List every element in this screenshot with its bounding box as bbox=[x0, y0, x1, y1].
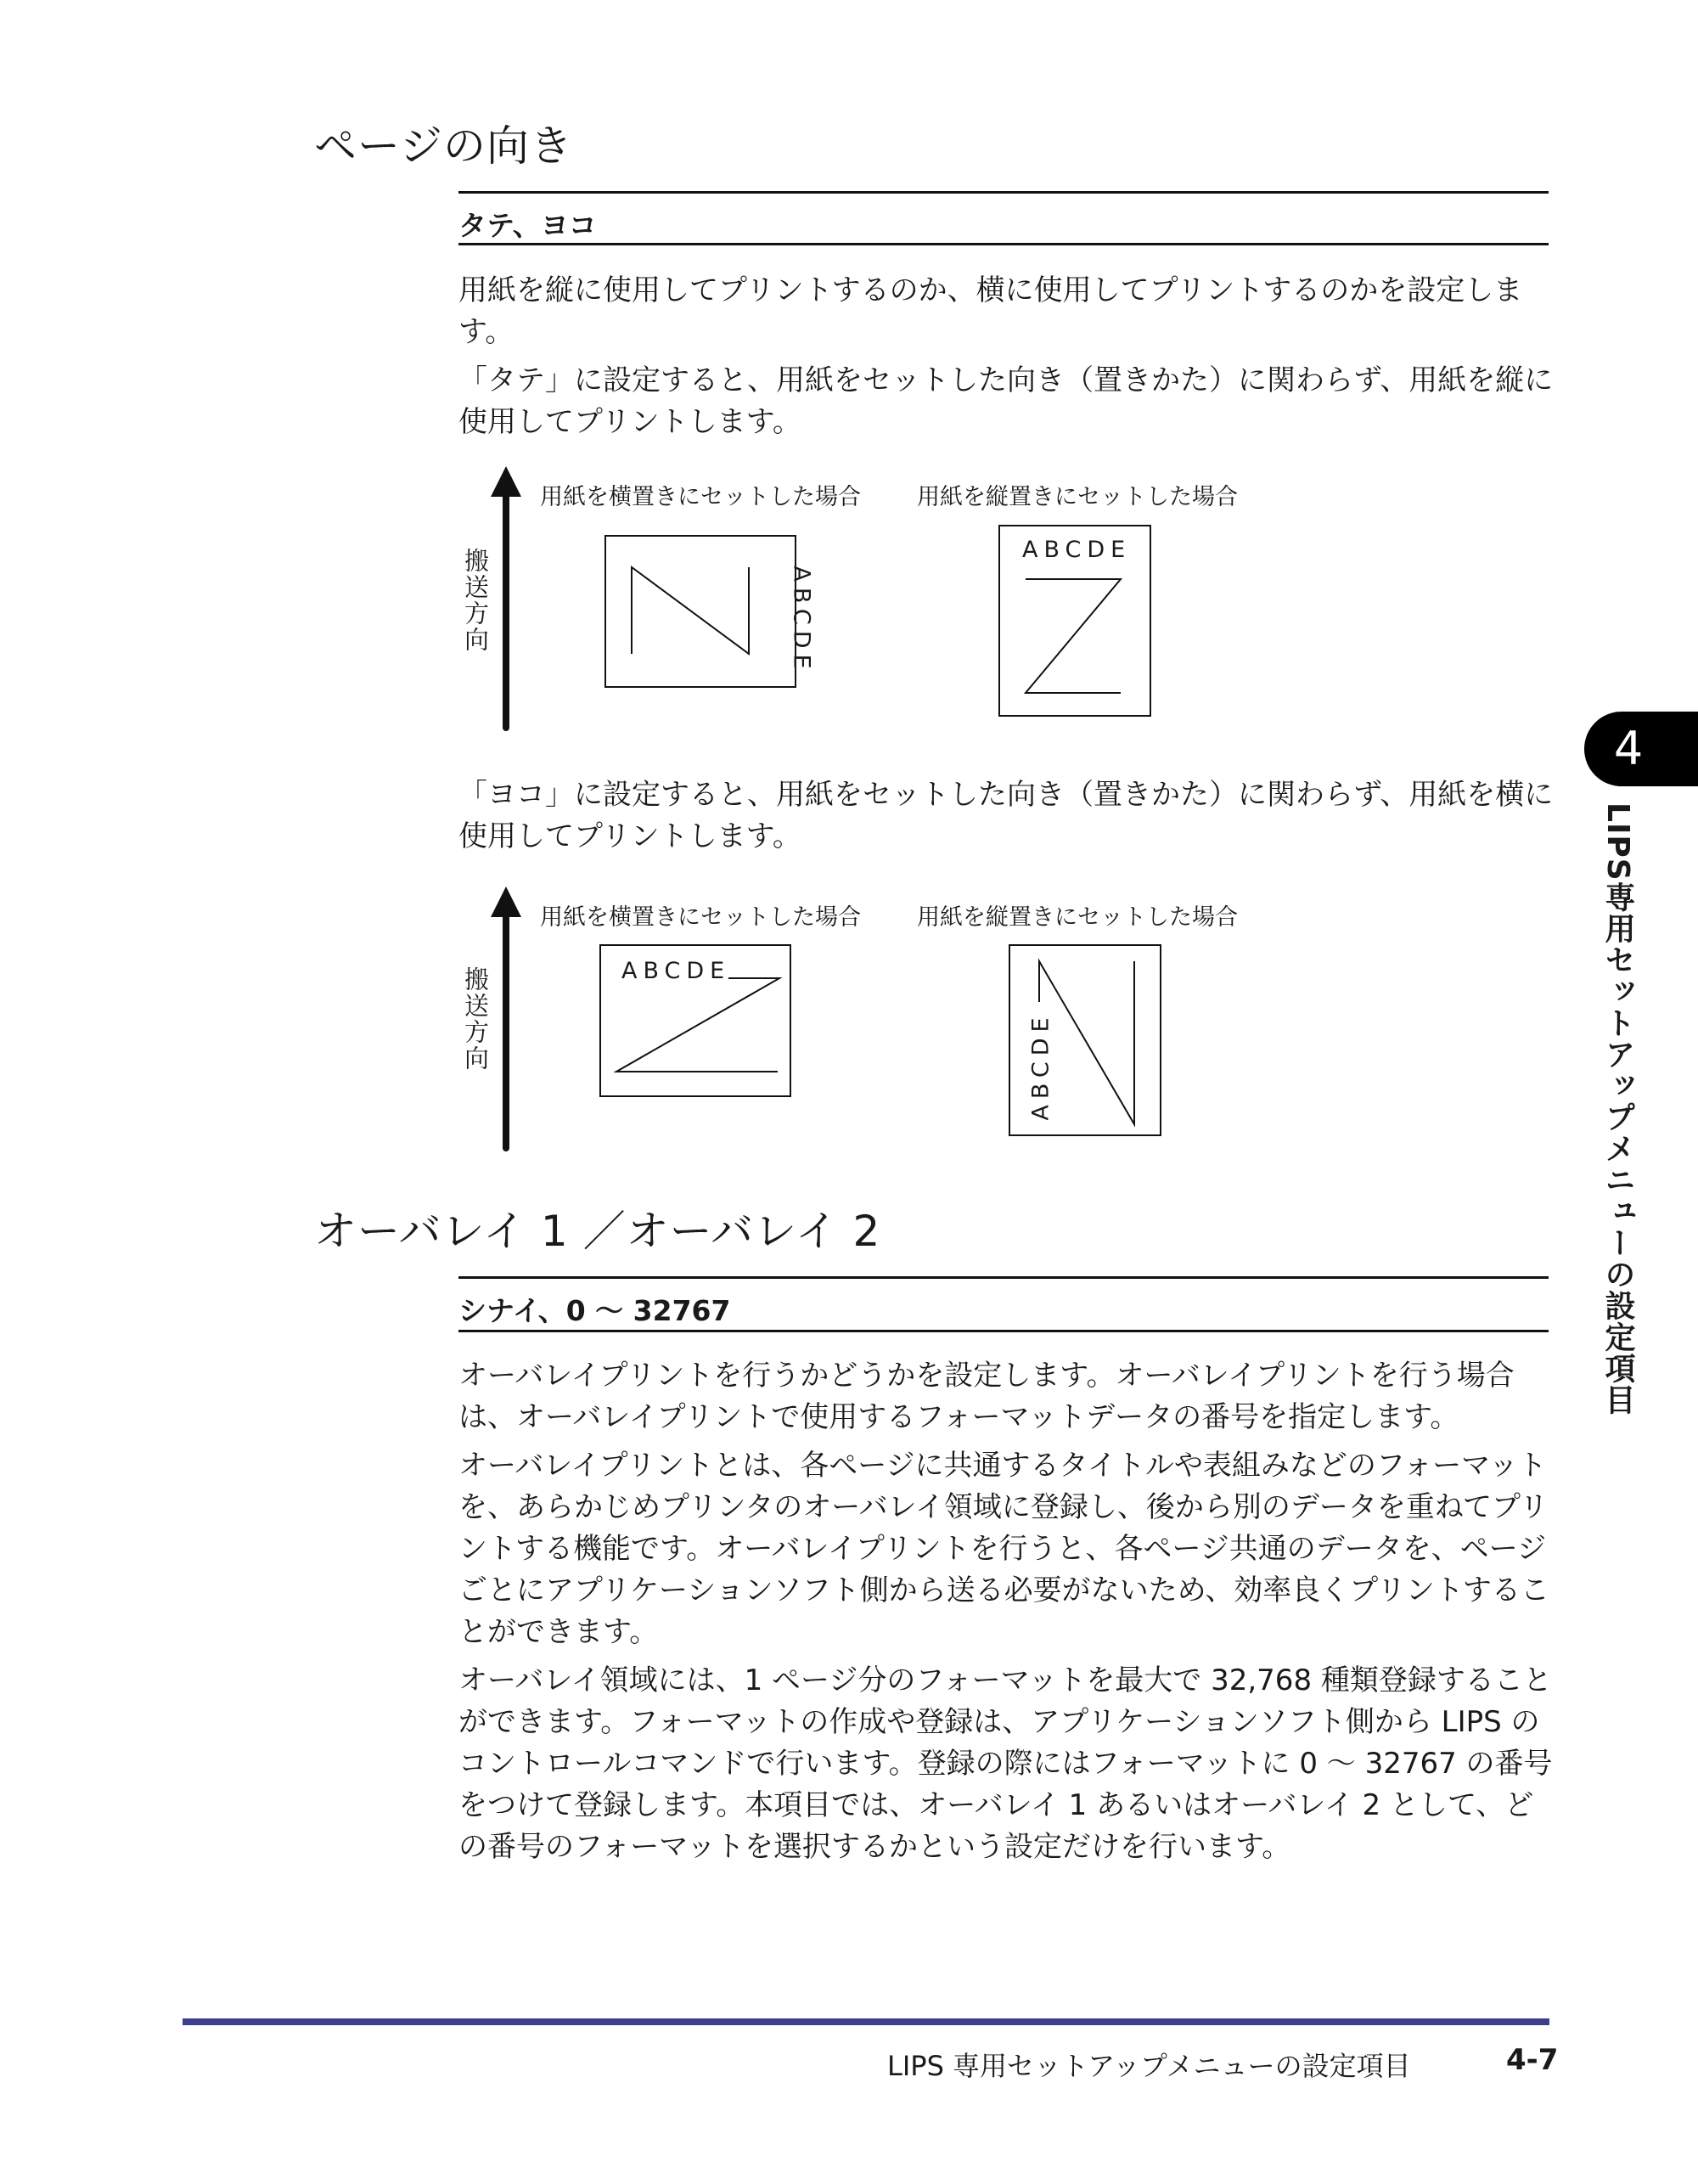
paragraph: オーバレイプリントとは、各ページに共通するタイトルや表組みなどのフォーマットを、あらかじめプリンタのオーバレイ領域に登録し、後から別のデータを重ねてプリントする機能です。オーバレイプリントを行うと、各ページ共通のデータを、ページごとにアプリケーションソフト側から送る必要がないため、効率良くプリントすることができます。 bbox=[458, 1449, 1549, 1649]
paragraph: 「タテ」に設定すると、用紙をセットした向き（置きかた）に関わらず、用紙を縦に使用してプリントします。 bbox=[458, 363, 1554, 439]
label-landscape-set: 用紙を横置きにセットした場合 bbox=[540, 484, 861, 510]
sample-text: ABCDE bbox=[621, 958, 731, 984]
paragraph: オーバレイプリントを行うかどうかを設定します。オーバレイプリントを行う場合は、オーバレイプリントで使用するフォーマットデータの番号を指定します。 bbox=[458, 1359, 1515, 1434]
paragraph: 「ヨコ」に設定すると、用紙をセットした向き（置きかた）に関わらず、用紙を横に使用してプリントします。 bbox=[458, 778, 1554, 853]
feed-direction-arrow-icon bbox=[489, 883, 523, 1155]
feed-direction-label: 搬送方向 bbox=[461, 966, 490, 1072]
section2-body bbox=[458, 1355, 1554, 1868]
paper-landscape bbox=[599, 944, 791, 1097]
paragraph: オーバレイ領域には、1 ページ分のフォーマットを最大で 32,768 種類登録することができます。フォーマットの作成や登録は、アプリケーションソフト側から LIPS のコントロールコマンドで行います。登録の際にはフォーマットに 0 ～ 32767 の番号をつけて登録します。本項目では、オーバレイ 1 あるいはオーバレイ 2 として、どの番号のフォーマットを選択するかという設定だけを行います。 bbox=[458, 1663, 1553, 1864]
diagram-landscape-mode bbox=[458, 883, 1257, 1155]
paper-landscape bbox=[604, 535, 815, 688]
feed-direction-label: 搬送方向 bbox=[461, 548, 490, 653]
label-portrait-set: 用紙を縦置きにセットした場合 bbox=[917, 484, 1238, 510]
diagram-portrait-mode bbox=[458, 463, 1257, 735]
footer-rule bbox=[183, 2018, 1549, 2025]
chapter-tab: 4 bbox=[1584, 712, 1698, 786]
rule-bottom bbox=[458, 243, 1549, 245]
sample-text: ABCDE bbox=[1022, 537, 1132, 563]
sample-text: ABCDE bbox=[1027, 1011, 1054, 1121]
feed-direction-arrow-icon bbox=[489, 463, 523, 735]
settings-values: シナイ、0 ～ 32767 bbox=[458, 1294, 731, 1327]
paper-portrait bbox=[1009, 944, 1161, 1136]
section1-body bbox=[458, 270, 1554, 443]
rule-bottom bbox=[458, 1330, 1549, 1332]
settings-values: タテ、ヨコ bbox=[458, 209, 597, 242]
label-portrait-set: 用紙を縦置きにセットした場合 bbox=[917, 904, 1238, 931]
z-mark-icon bbox=[1000, 526, 1150, 715]
paper-portrait bbox=[998, 525, 1151, 717]
chapter-tab-title: LIPS専用セットアップメニューの設定項目 bbox=[1600, 802, 1635, 1416]
z-mark-icon bbox=[606, 537, 795, 686]
section-heading-page-orientation: ページの向き bbox=[314, 121, 573, 171]
paragraph: 用紙を縦に使用してプリントするのか、横に使用してプリントするのかを設定します。 bbox=[458, 273, 1523, 349]
footer-title: LIPS 専用セットアップメニューの設定項目 bbox=[887, 2050, 1411, 2082]
rule-top bbox=[458, 191, 1549, 194]
sample-text: ABCDE bbox=[788, 566, 815, 675]
section1-body-2 bbox=[458, 774, 1554, 858]
label-landscape-set: 用紙を横置きにセットした場合 bbox=[540, 904, 861, 931]
section-heading-overlay: オーバレイ 1 ／オーバレイ 2 bbox=[314, 1207, 881, 1256]
rule-top bbox=[458, 1276, 1549, 1279]
z-mark-icon bbox=[601, 946, 790, 1095]
page-number: 4-7 bbox=[1506, 2043, 1559, 2077]
